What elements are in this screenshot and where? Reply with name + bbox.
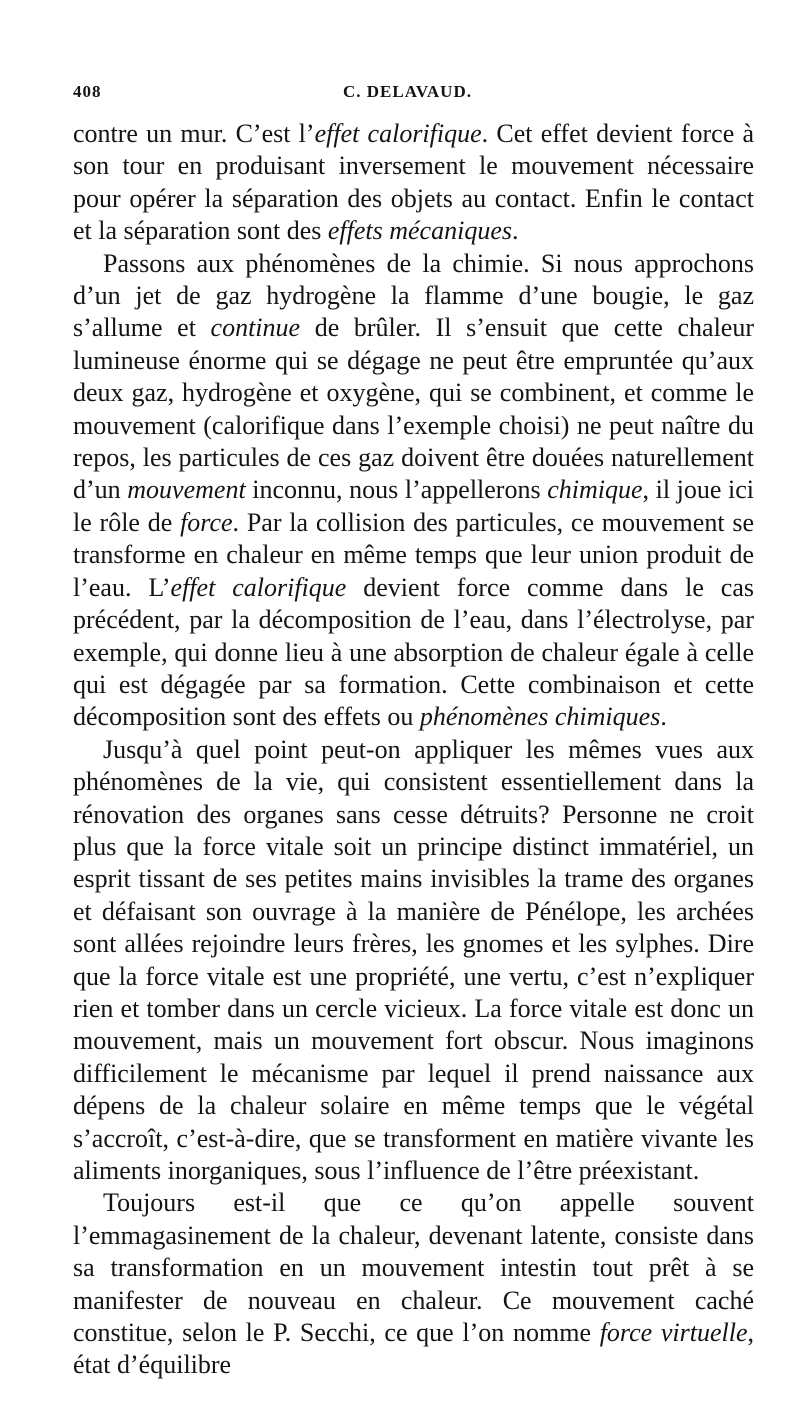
text-run: Toujours est-il que ce qu’on appelle souvent l’emmagasinement de la chaleur, devenant latente, consiste dans sa transformation en un mouvement intestin tout prêt à se manifester de nouveau en chaleur. Ce mouvement caché constitue, selon le P. Secchi, ce que l’on nomme: [73, 1188, 754, 1348]
italic-term: phénomènes chimiques: [419, 702, 661, 732]
paragraph-latent-heat: [73, 1187, 754, 1381]
italic-term: effet calorifique: [314, 119, 482, 148]
paragraph-vital-force: [73, 734, 754, 1188]
text-run: , il joue ici le rôle de: [73, 475, 754, 537]
text-run: Passons aux phénomènes de la chimie. Si nous approchons d’un jet de gaz hydrogène la flamme d’une bougie, le gaz s’allume et: [73, 248, 754, 343]
italic-term: force virtuelle: [599, 1318, 748, 1348]
running-head: [73, 76, 754, 106]
italic-term: effets mécaniques: [327, 216, 512, 246]
text-run: contre un mur. C’est l’: [73, 119, 315, 148]
text-run: de brûler. Il s’ensuit que cette chaleur lumineuse énorme qui se dégage ne peut être empruntée qu’aux deux gaz, hydrogène et oxygène, qui se combinent, et comme le mouvement (calorifique dans l’exemple choisi) ne peut naître du repos, les particules de ces gaz doivent être douées naturellement d’un: [73, 313, 754, 505]
running-title-author: C. DELAVAUD.: [343, 82, 472, 101]
text-run: . Par la collision des particules, ce mouvement se transforme en chaleur en même temps que leur union produit de l’eau. L’: [73, 507, 754, 602]
text-run: .: [511, 216, 519, 246]
paragraph-continuation: [73, 118, 754, 248]
text-run: devient force comme dans le cas précédent, par la décomposition de l’eau, dans l’électrolyse, par exemple, qui donne lieu à une absorption de chaleur égale à celle qui est dégagée par sa formation. Cette combinaison et cette décomposition sont des effets ou: [73, 572, 754, 732]
text-run: .: [660, 702, 667, 732]
text-run: Jusqu’à quel point peut-on appliquer les mêmes vues aux phénomènes de la vie, qui consistent essentiellement dans la rénovation des organes sans cesse détruits? Personne ne croit plus que la force vitale soit un principe distinct immatériel, un esprit tissant de ses petites mains invisibles la trame des organes et défaisant son ouvrage à la manière de Pénélope, les archées sont allées rejoindre leurs frères, les gnomes et les sylphes. Dire que la force vitale est une propriété, une vertu, c’est n’expliquer rien et tomber dans un cercle vicieux. La force vitale est donc un mouvement, mais un mouvement fort obscur. Nous imaginons difficilement le mécanisme par lequel il prend naissance aux dépens de la chaleur solaire en même temps que le végétal s’accroît, c’est-à-dire, que se transforment en matière vivante les aliments inorganiques, sous l’influence de l’être préexistant.: [73, 734, 754, 1185]
italic-term: force: [180, 507, 233, 537]
page-number: 408: [73, 82, 102, 101]
italic-term: mouvement: [127, 475, 246, 505]
text-run: inconnu, nous l’appellerons: [245, 475, 548, 505]
italic-term: chimique: [547, 475, 643, 505]
italic-term: effet calorifique: [170, 572, 347, 602]
paragraph-chemistry: [73, 248, 754, 734]
body-text: [73, 118, 754, 1382]
text-run: , état d’équilibre: [73, 1318, 754, 1380]
italic-term: continue: [210, 313, 301, 343]
text-run: . Cet effet devient force à son tour en produisant inversement le mouvement nécessaire pour opérer la séparation des objets au contact. Enfin le contact et la séparation sont des: [73, 119, 754, 246]
